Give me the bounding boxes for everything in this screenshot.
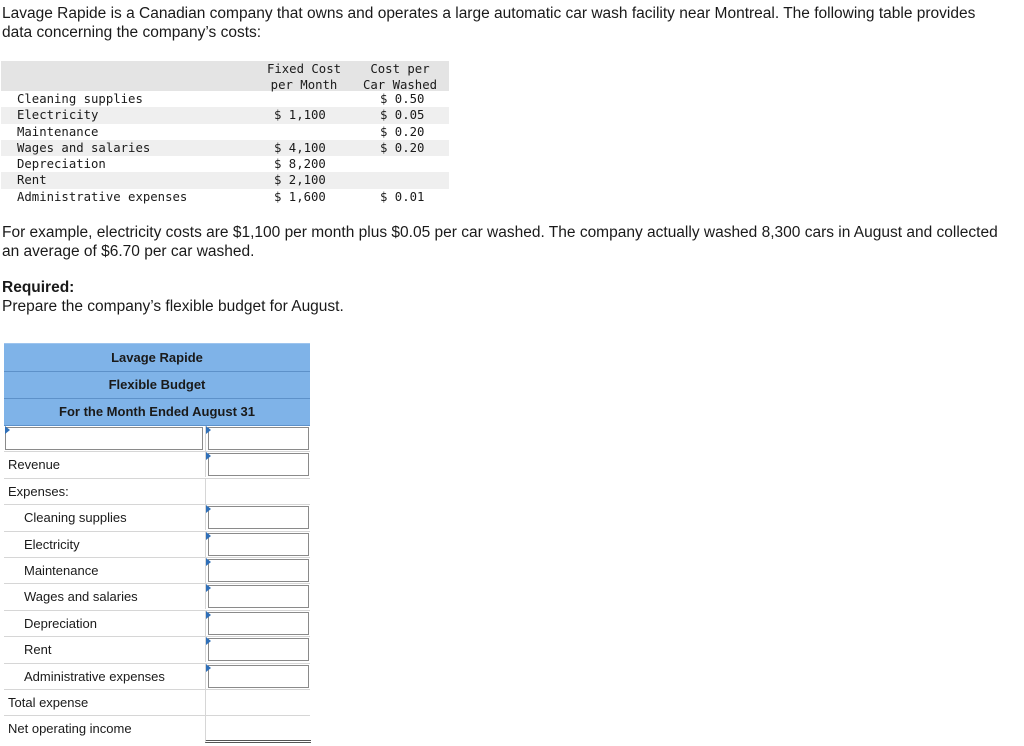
input-marker-icon bbox=[206, 452, 211, 460]
input-marker-icon bbox=[206, 558, 211, 566]
total-expense-value bbox=[205, 690, 311, 715]
input-marker-icon bbox=[206, 637, 211, 645]
cost-data-table bbox=[1, 61, 449, 205]
budget-company-name: Lavage Rapide bbox=[4, 343, 310, 372]
cost-table-header bbox=[1, 61, 449, 91]
administrative-expenses-input[interactable] bbox=[208, 665, 309, 688]
wages-and-salaries-input[interactable] bbox=[208, 585, 309, 608]
input-marker-icon bbox=[206, 664, 211, 672]
activity-label-input[interactable] bbox=[5, 427, 203, 450]
revenue-input[interactable] bbox=[208, 453, 309, 476]
budget-row-rent: Rent bbox=[4, 637, 310, 663]
example-paragraph: For example, electricity costs are $1,100 per month plus $0.05 per car washed. The company actually washed 8,300 cars in August and collected an average of $6.70 per car washed. bbox=[2, 224, 998, 260]
depreciation-input[interactable] bbox=[208, 612, 309, 635]
budget-row-revenue: Revenue bbox=[4, 452, 310, 478]
budget-row-expenses-heading: Expenses: bbox=[4, 479, 310, 505]
budget-row-cleaning-supplies: Cleaning supplies bbox=[4, 505, 310, 531]
cost-row-rent: Rent $ 2,100 bbox=[1, 172, 449, 188]
variable-cost-header: Cost per Car Washed bbox=[362, 62, 438, 92]
budget-row-administrative-expenses: Administrative expenses bbox=[4, 664, 310, 690]
budget-row-electricity: Electricity bbox=[4, 532, 310, 558]
cost-row-maintenance: Maintenance $ 0.20 bbox=[17, 124, 425, 139]
input-marker-icon bbox=[5, 426, 10, 434]
cost-row-electricity: Electricity $ 1,100 $ 0.05 bbox=[1, 107, 449, 123]
net-operating-income-value bbox=[205, 716, 311, 743]
intro-paragraph: Lavage Rapide is a Canadian company that owns and operates a large automatic car wash facility near Montreal. The following table provides data concerning the company’s costs: bbox=[2, 5, 976, 41]
budget-row-depreciation: Depreciation bbox=[4, 611, 310, 637]
budget-row-maintenance: Maintenance bbox=[4, 558, 310, 584]
input-marker-icon bbox=[206, 532, 211, 540]
budget-row-net-operating-income: Net operating income bbox=[4, 716, 310, 741]
cost-row-wages-and-salaries: Wages and salaries $ 4,100 $ 0.20 bbox=[1, 140, 449, 156]
activity-value-input[interactable] bbox=[208, 427, 309, 450]
budget-row-wages-and-salaries: Wages and salaries bbox=[4, 584, 310, 610]
cleaning-supplies-input[interactable] bbox=[208, 506, 309, 529]
budget-title: Flexible Budget bbox=[4, 372, 310, 399]
required-instruction: Prepare the company’s flexible budget for August. bbox=[2, 298, 344, 315]
input-marker-icon bbox=[206, 584, 211, 592]
cost-row-depreciation: Depreciation $ 8,200 bbox=[17, 157, 326, 172]
fixed-cost-header: Fixed Cost per Month bbox=[266, 62, 342, 92]
budget-period: For the Month Ended August 31 bbox=[4, 399, 310, 426]
required-heading: Required: bbox=[2, 279, 75, 296]
budget-header-input-row bbox=[4, 426, 310, 452]
cost-row-administrative-expenses: Administrative expenses $ 1,600 $ 0.01 bbox=[17, 189, 425, 204]
input-marker-icon bbox=[206, 611, 211, 619]
cost-row-cleaning-supplies: Cleaning supplies $ 0.50 bbox=[17, 92, 425, 106]
flexible-budget-worksheet bbox=[4, 343, 310, 742]
maintenance-input[interactable] bbox=[208, 559, 309, 582]
budget-row-total-expense: Total expense bbox=[4, 690, 310, 716]
electricity-input[interactable] bbox=[208, 533, 309, 556]
input-marker-icon bbox=[206, 505, 211, 513]
input-marker-icon bbox=[206, 426, 211, 434]
rent-input[interactable] bbox=[208, 638, 309, 661]
